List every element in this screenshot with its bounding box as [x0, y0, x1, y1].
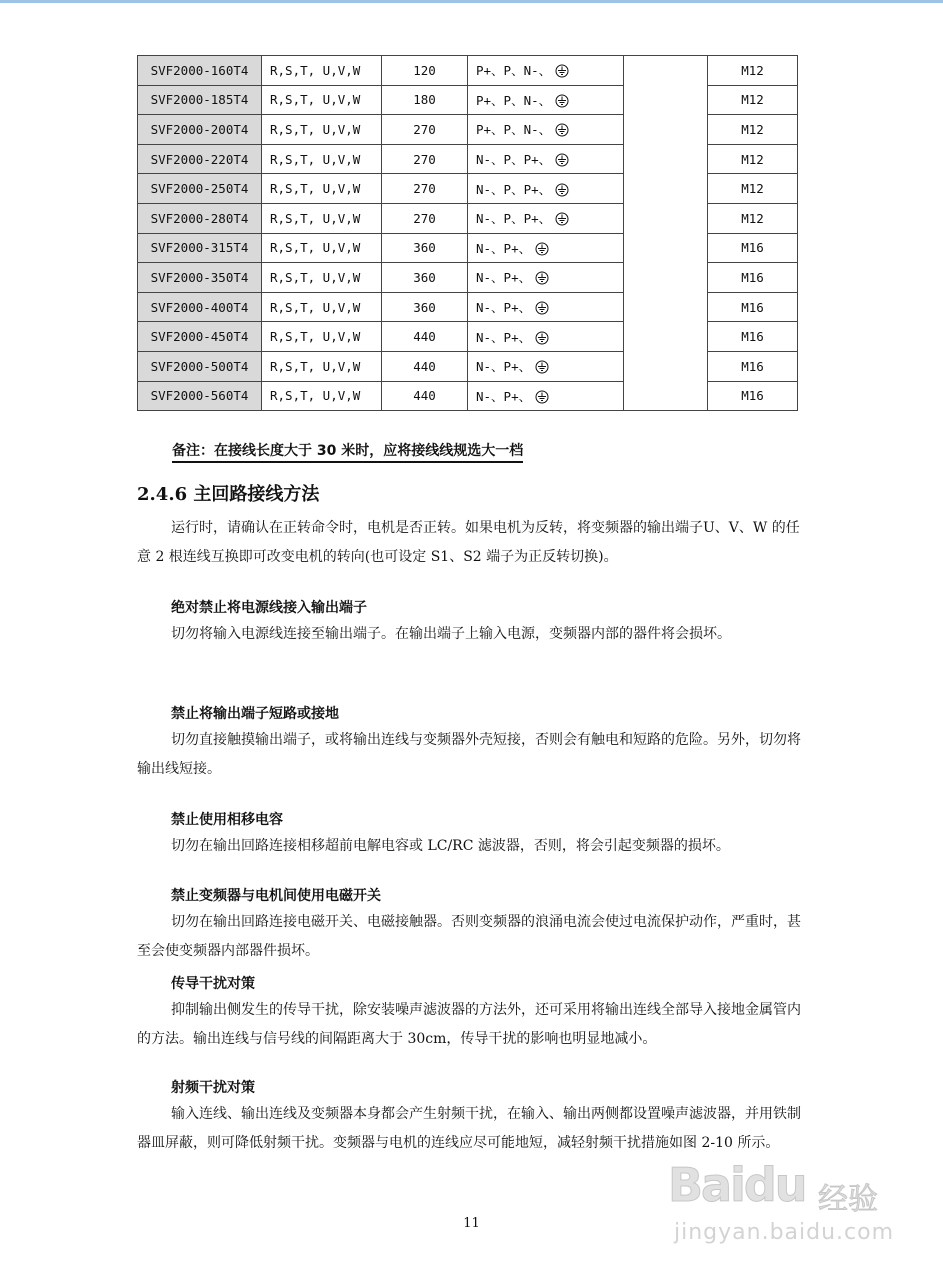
model-cell: SVF2000-200T4 — [138, 115, 262, 145]
header-rule — [0, 0, 943, 3]
bolt-cell: M16 — [708, 381, 798, 411]
terminals-cell: R,S,T, U,V,W — [262, 56, 382, 86]
item-2 — [137, 808, 807, 861]
terminals-cell: R,S,T, U,V,W — [262, 233, 382, 263]
ground-icon — [535, 390, 549, 404]
ground-icon — [555, 123, 569, 137]
table-note: 备注：在接线长度大于 30 米时，应将接线线规选大一档 — [172, 440, 523, 463]
model-cell: SVF2000-160T4 — [138, 56, 262, 86]
ground-icon — [535, 301, 549, 315]
value-cell: 120 — [382, 56, 468, 86]
item-5 — [137, 1076, 807, 1158]
model-cell: SVF2000-185T4 — [138, 85, 262, 115]
bolt-cell: M16 — [708, 263, 798, 293]
section-title: 2.4.6 主回路接线方法 — [137, 484, 320, 505]
terminals-cell: R,S,T, U,V,W — [262, 115, 382, 145]
connections-cell — [468, 115, 624, 145]
terminals-cell: R,S,T, U,V,W — [262, 292, 382, 322]
connections-cell — [468, 381, 624, 411]
blank-cell — [624, 56, 708, 411]
terminals-cell: R,S,T, U,V,W — [262, 381, 382, 411]
connections-cell — [468, 203, 624, 233]
item-heading: 禁止将输出端子短路或接地 — [171, 706, 339, 722]
connections-text: N-、P、P+、 — [476, 211, 552, 227]
item-heading: 绝对禁止将电源线接入输出端子 — [171, 600, 367, 616]
value-cell: 440 — [382, 322, 468, 352]
connections-text: N-、P+、 — [476, 388, 532, 404]
value-cell: 360 — [382, 292, 468, 322]
item-text: 切勿直接触摸输出端子，或将输出连线与变频器外壳短接，否则会有触电和短路的危险。另外，切勿将输出线短接。 — [137, 732, 801, 777]
model-cell: SVF2000-350T4 — [138, 263, 262, 293]
connections-text: P+、P、N-、 — [476, 92, 552, 108]
bolt-cell: M12 — [708, 115, 798, 145]
value-cell: 270 — [382, 144, 468, 174]
ground-icon — [555, 94, 569, 108]
connections-text: N-、P+、 — [476, 300, 532, 316]
ground-icon — [555, 183, 569, 197]
connections-cell — [468, 263, 624, 293]
terminals-cell: R,S,T, U,V,W — [262, 351, 382, 381]
bolt-cell: M12 — [708, 174, 798, 204]
terminals-cell: R,S,T, U,V,W — [262, 85, 382, 115]
value-cell: 440 — [382, 381, 468, 411]
value-cell: 360 — [382, 233, 468, 263]
watermark-cn: 经验 — [818, 1182, 878, 1217]
item-heading: 禁止使用相移电容 — [171, 812, 283, 828]
terminal-spec-table — [137, 55, 798, 411]
ground-icon — [535, 360, 549, 374]
connections-text: N-、P+、 — [476, 359, 532, 375]
watermark — [668, 1150, 908, 1260]
item-heading: 禁止变频器与电机间使用电磁开关 — [171, 888, 381, 904]
item-text: 切勿在输出回路连接电磁开关、电磁接触器。否则变频器的浪涌电流会使过电流保护动作，严重时，甚至会使变频器内部器件损坏。 — [137, 914, 801, 959]
model-cell: SVF2000-250T4 — [138, 174, 262, 204]
bolt-cell: M12 — [708, 56, 798, 86]
terminals-cell: R,S,T, U,V,W — [262, 174, 382, 204]
terminals-cell: R,S,T, U,V,W — [262, 203, 382, 233]
watermark-logo: Baidu — [668, 1158, 806, 1212]
connections-cell — [468, 85, 624, 115]
connections-text: N-、P+、 — [476, 329, 532, 345]
terminals-cell: R,S,T, U,V,W — [262, 263, 382, 293]
bolt-cell: M16 — [708, 322, 798, 352]
ground-icon — [535, 271, 549, 285]
model-cell: SVF2000-220T4 — [138, 144, 262, 174]
connections-cell — [468, 174, 624, 204]
connections-text: N-、P+、 — [476, 240, 532, 256]
model-cell: SVF2000-450T4 — [138, 322, 262, 352]
item-1 — [137, 702, 807, 784]
ground-icon — [555, 153, 569, 167]
connections-cell — [468, 351, 624, 381]
connections-cell — [468, 292, 624, 322]
value-cell: 180 — [382, 85, 468, 115]
model-cell: SVF2000-500T4 — [138, 351, 262, 381]
bolt-cell: M12 — [708, 203, 798, 233]
item-4 — [137, 972, 807, 1054]
model-cell: SVF2000-400T4 — [138, 292, 262, 322]
item-heading: 射频干扰对策 — [171, 1080, 255, 1096]
item-text: 抑制输出侧发生的传导干扰，除安装噪声滤波器的方法外，还可采用将输出连线全部导入接地金属管内的方法。输出连线与信号线的间隔距离大于 30cm，传导干扰的影响也明显地减小。 — [137, 1002, 801, 1047]
value-cell: 270 — [382, 174, 468, 204]
item-text: 输入连线、输出连线及变频器本身都会产生射频干扰，在输入、输出两侧都设置噪声滤波器，并用铁制器皿屏蔽，则可降低射频干扰。变频器与电机的连线应尽可能地短，减轻射频干扰措施如图 2-10 所示。 — [137, 1106, 801, 1151]
connections-text: N-、P、P+、 — [476, 181, 552, 197]
value-cell: 440 — [382, 351, 468, 381]
page-number: 11 — [463, 1216, 480, 1231]
table-row — [138, 56, 798, 86]
section-intro — [137, 514, 807, 572]
item-text: 切勿将输入电源线连接至输出端子。在输出端子上输入电源，变频器内部的器件将会损坏。 — [171, 626, 731, 642]
bolt-cell: M16 — [708, 351, 798, 381]
ground-icon — [555, 212, 569, 226]
connections-text: N-、P、P+、 — [476, 152, 552, 168]
ground-icon — [555, 64, 569, 78]
bolt-cell: M12 — [708, 85, 798, 115]
intro-paragraph: 运行时，请确认在正转命令时，电机是否正转。如果电机为反转，将变频器的输出端子U、V、W 的任意 2 根连线互换即可改变电机的转向(也可设定 S1、S2 端子为正反转切换)。 — [137, 520, 800, 565]
ground-icon — [535, 331, 549, 345]
terminals-cell: R,S,T, U,V,W — [262, 144, 382, 174]
connections-cell — [468, 233, 624, 263]
value-cell: 270 — [382, 115, 468, 145]
connections-text: P+、P、N-、 — [476, 63, 552, 79]
model-cell: SVF2000-315T4 — [138, 233, 262, 263]
bolt-cell: M16 — [708, 292, 798, 322]
value-cell: 360 — [382, 263, 468, 293]
item-0 — [137, 596, 807, 649]
watermark-url: jingyan.baidu.com — [674, 1220, 895, 1245]
item-3 — [137, 884, 807, 966]
connections-text: P+、P、N-、 — [476, 122, 552, 138]
model-cell: SVF2000-560T4 — [138, 381, 262, 411]
item-text: 切勿在输出回路连接相移超前电解电容或 LC/RC 滤波器，否则，将会引起变频器的损坏。 — [171, 838, 730, 854]
connections-cell — [468, 56, 624, 86]
connections-cell — [468, 322, 624, 352]
bolt-cell: M16 — [708, 233, 798, 263]
ground-icon — [535, 242, 549, 256]
terminals-cell: R,S,T, U,V,W — [262, 322, 382, 352]
item-heading: 传导干扰对策 — [171, 976, 255, 992]
model-cell: SVF2000-280T4 — [138, 203, 262, 233]
connections-text: N-、P+、 — [476, 270, 532, 286]
connections-cell — [468, 144, 624, 174]
value-cell: 270 — [382, 203, 468, 233]
bolt-cell: M12 — [708, 144, 798, 174]
